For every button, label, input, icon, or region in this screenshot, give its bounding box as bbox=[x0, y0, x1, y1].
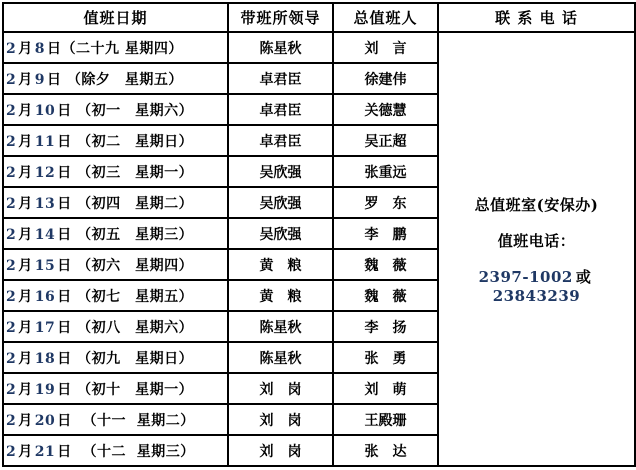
month-number: 2 bbox=[6, 133, 17, 150]
duty-person-name-cell: 张 勇 bbox=[333, 342, 438, 373]
day-number: 10 bbox=[34, 102, 56, 119]
column-header-contact: 联 系 电 话 bbox=[438, 3, 635, 32]
day-label: 日 bbox=[57, 195, 72, 212]
month-label: 月 bbox=[18, 102, 33, 119]
day-label: 日 bbox=[57, 133, 72, 150]
day-number: 11 bbox=[34, 133, 56, 150]
month-label: 月 bbox=[18, 443, 33, 460]
day-label: 日 bbox=[47, 71, 62, 88]
day-number: 20 bbox=[34, 412, 56, 429]
duty-person-name-cell: 李 鹏 bbox=[333, 218, 438, 249]
leader-name-cell: 吴欣强 bbox=[228, 187, 333, 218]
column-header-leader: 带班所领导 bbox=[228, 3, 333, 32]
duty-person-name-cell: 吴正超 bbox=[333, 125, 438, 156]
day-label: 日 bbox=[57, 257, 72, 274]
month-number: 2 bbox=[6, 102, 17, 119]
date-note: （初十 星期一） bbox=[71, 381, 194, 398]
duty-date-cell bbox=[3, 404, 228, 435]
table-header-row bbox=[3, 3, 635, 32]
day-label: 日 bbox=[57, 319, 72, 336]
phone-number-2: 23843239 bbox=[492, 286, 581, 305]
day-label: 日 bbox=[57, 381, 72, 398]
duty-person-name-cell: 刘 萌 bbox=[333, 373, 438, 404]
duty-date-cell bbox=[3, 342, 228, 373]
duty-date-cell bbox=[3, 280, 228, 311]
contact-phone-label-line: 值班电话： bbox=[497, 231, 576, 250]
date-note: （初三 星期一） bbox=[71, 164, 194, 181]
month-label: 月 bbox=[18, 412, 33, 429]
day-label: 日 bbox=[57, 102, 72, 119]
month-label: 月 bbox=[18, 319, 33, 336]
day-number: 19 bbox=[34, 381, 56, 398]
month-number: 2 bbox=[6, 164, 17, 181]
day-number: 9 bbox=[34, 71, 45, 88]
contact-info-cell bbox=[438, 32, 635, 466]
date-note: （除夕 星期五） bbox=[61, 71, 183, 88]
duty-date-cell bbox=[3, 187, 228, 218]
month-label: 月 bbox=[18, 133, 33, 150]
leader-name-cell: 刘 岗 bbox=[228, 404, 333, 435]
duty-date-cell bbox=[3, 435, 228, 466]
day-number: 18 bbox=[34, 350, 56, 367]
leader-name-cell: 黄 粮 bbox=[228, 249, 333, 280]
date-note: （初一 星期六） bbox=[71, 102, 194, 119]
date-note: （初七 星期五） bbox=[71, 288, 194, 305]
month-number: 2 bbox=[6, 381, 17, 398]
month-number: 2 bbox=[6, 71, 17, 88]
date-note: （二十九 星期四） bbox=[61, 40, 183, 57]
month-label: 月 bbox=[18, 257, 33, 274]
month-number: 2 bbox=[6, 412, 17, 429]
day-number: 15 bbox=[34, 257, 56, 274]
day-number: 14 bbox=[34, 226, 56, 243]
leader-name-cell: 黄 粮 bbox=[228, 280, 333, 311]
column-header-duty-date: 值班日期 bbox=[3, 3, 228, 32]
duty-person-name-cell: 魏 薇 bbox=[333, 280, 438, 311]
month-label: 月 bbox=[18, 226, 33, 243]
phone-number-1: 2397-1002 bbox=[478, 267, 573, 286]
date-note: （十一 星期二） bbox=[71, 412, 195, 429]
duty-person-name-cell: 魏 薇 bbox=[333, 249, 438, 280]
duty-person-name-cell: 李 扬 bbox=[333, 311, 438, 342]
day-number: 17 bbox=[34, 319, 56, 336]
date-note: （初六 星期四） bbox=[71, 257, 194, 274]
table-row bbox=[3, 32, 635, 63]
duty-date-cell bbox=[3, 249, 228, 280]
day-label: 日 bbox=[57, 164, 72, 181]
month-number: 2 bbox=[6, 257, 17, 274]
month-label: 月 bbox=[18, 288, 33, 305]
date-note: （初九 星期日） bbox=[71, 350, 194, 367]
day-number: 21 bbox=[34, 443, 56, 460]
date-note: （十二 星期三） bbox=[71, 443, 195, 460]
duty-person-name-cell: 张重远 bbox=[333, 156, 438, 187]
duty-schedule-table bbox=[2, 2, 636, 467]
day-label: 日 bbox=[57, 226, 72, 243]
contact-phone-numbers-line bbox=[439, 266, 634, 305]
date-note: （初四 星期二） bbox=[71, 195, 194, 212]
duty-date-cell bbox=[3, 218, 228, 249]
day-label: 日 bbox=[47, 40, 62, 57]
month-number: 2 bbox=[6, 443, 17, 460]
leader-name-cell: 刘 岗 bbox=[228, 373, 333, 404]
leader-name-cell: 陈星秋 bbox=[228, 342, 333, 373]
day-number: 13 bbox=[34, 195, 56, 212]
duty-person-name-cell: 徐建伟 bbox=[333, 63, 438, 94]
month-number: 2 bbox=[6, 350, 17, 367]
duty-person-name-cell: 刘 言 bbox=[333, 32, 438, 63]
duty-date-cell bbox=[3, 373, 228, 404]
month-label: 月 bbox=[18, 195, 33, 212]
month-number: 2 bbox=[6, 40, 17, 57]
leader-name-cell: 刘 岗 bbox=[228, 435, 333, 466]
day-label: 日 bbox=[57, 412, 72, 429]
duty-person-name-cell: 王殿珊 bbox=[333, 404, 438, 435]
day-number: 12 bbox=[34, 164, 56, 181]
month-number: 2 bbox=[6, 319, 17, 336]
leader-name-cell: 卓君臣 bbox=[228, 94, 333, 125]
leader-name-cell: 吴欣强 bbox=[228, 156, 333, 187]
day-number: 16 bbox=[34, 288, 56, 305]
duty-person-name-cell: 张 达 bbox=[333, 435, 438, 466]
phone-conjunction: 或 bbox=[575, 267, 592, 286]
leader-name-cell: 陈星秋 bbox=[228, 311, 333, 342]
month-number: 2 bbox=[6, 195, 17, 212]
duty-date-cell bbox=[3, 94, 228, 125]
leader-name-cell: 卓君臣 bbox=[228, 63, 333, 94]
month-label: 月 bbox=[18, 350, 33, 367]
leader-name-cell: 陈星秋 bbox=[228, 32, 333, 63]
duty-date-cell bbox=[3, 63, 228, 94]
contact-room-line: 总值班室(安保办) bbox=[474, 195, 599, 214]
date-note: （初五 星期三） bbox=[71, 226, 194, 243]
month-label: 月 bbox=[18, 40, 33, 57]
month-number: 2 bbox=[6, 226, 17, 243]
leader-name-cell: 吴欣强 bbox=[228, 218, 333, 249]
month-number: 2 bbox=[6, 288, 17, 305]
duty-person-name-cell: 关德慧 bbox=[333, 94, 438, 125]
duty-person-name-cell: 罗 东 bbox=[333, 187, 438, 218]
column-header-duty-person: 总值班人 bbox=[333, 3, 438, 32]
day-number: 8 bbox=[34, 40, 45, 57]
duty-date-cell bbox=[3, 32, 228, 63]
day-label: 日 bbox=[57, 350, 72, 367]
month-label: 月 bbox=[18, 164, 33, 181]
date-note: （初二 星期日） bbox=[71, 133, 194, 150]
table-body bbox=[3, 32, 635, 466]
leader-name-cell: 卓君臣 bbox=[228, 125, 333, 156]
day-label: 日 bbox=[57, 288, 72, 305]
date-note: （初八 星期六） bbox=[71, 319, 194, 336]
duty-date-cell bbox=[3, 311, 228, 342]
day-label: 日 bbox=[57, 443, 72, 460]
duty-date-cell bbox=[3, 156, 228, 187]
month-label: 月 bbox=[18, 71, 33, 88]
month-label: 月 bbox=[18, 381, 33, 398]
duty-date-cell bbox=[3, 125, 228, 156]
